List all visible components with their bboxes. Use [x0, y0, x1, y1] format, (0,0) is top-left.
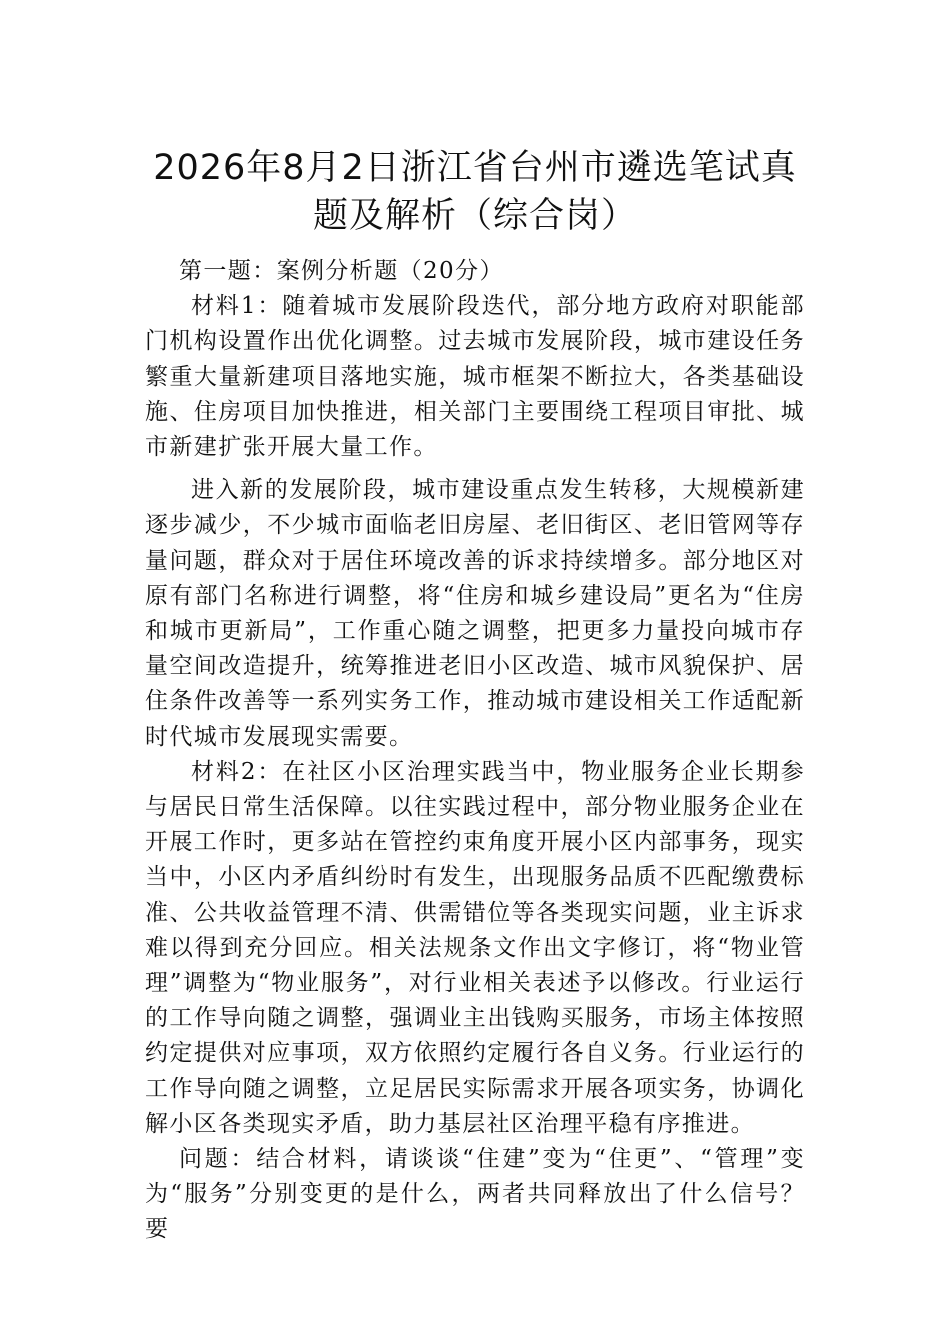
material-1-continued-paragraph: 进入新的发展阶段，城市建设重点发生转移，大规模新建逐步减少，不少城市面临老旧房屋、老旧街区、老旧管网等存量问题，群众对于居住环境改善的诉求持续增多。部分地区对原有部门名称进行调整，将“住房和城乡建设局”更名为“住房和城市更新局”，工作重心随之调整，把更多力量投向城市存量空间改造提升，统筹推进老旧小区改造、城市风貌保护、居住条件改善等一系列实务工作，推动城市建设相关工作适配新时代城市发展现实需要。 — [145, 477, 805, 750]
material-2-paragraph: 材料2：在社区小区治理实践当中，物业服务企业长期参与居民日常生活保障。以往实践过程中，部分物业服务企业在开展工作时，更多站在管控约束角度开展小区内部事务，现实当中，小区内矛盾纠纷时有发生，出现服务品质不匹配缴费标准、公共收益管理不清、供需错位等各类现实问题，业主诉求难以得到充分回应。相关法规条文作出文字修订，将“物业管理”调整为“物业服务”，对行业相关表述予以修改。行业运行的工作导向随之调整，强调业主出钱购买服务，市场主体按照约定提供对应事项，双方依照约定履行各自义务。行业运行的工作导向随之调整，立足居民实际需求开展各项实务，协调化解小区各类现实矛盾，助力基层社区治理平稳有序推进。 — [145, 758, 805, 1137]
material-1-paragraph: 材料1：随着城市发展阶段迭代，部分地方政府对职能部门机构设置作出优化调整。过去城市发展阶段，城市建设任务繁重大量新建项目落地实施，城市框架不断拉大，各类基础设施、住房项目加快推进，相关部门主要围绕工程项目审批、城市新建扩张开展大量工作。 — [145, 293, 805, 461]
title-line-2: 题及解析（综合岗） — [312, 196, 637, 236]
question-heading: 第一题：案例分析题（20分） — [179, 258, 504, 284]
title-line-1: 2026年8月2日浙江省台州市遴选笔试真 — [153, 148, 797, 188]
document-body — [145, 254, 805, 1248]
question-paragraph: 问题：结合材料，请谈谈“住建”变为“住更”、“管理”变为“服务”分别变更的是什么，两者共同释放出了什么信号？要 — [145, 1146, 805, 1243]
document-title — [130, 144, 820, 240]
